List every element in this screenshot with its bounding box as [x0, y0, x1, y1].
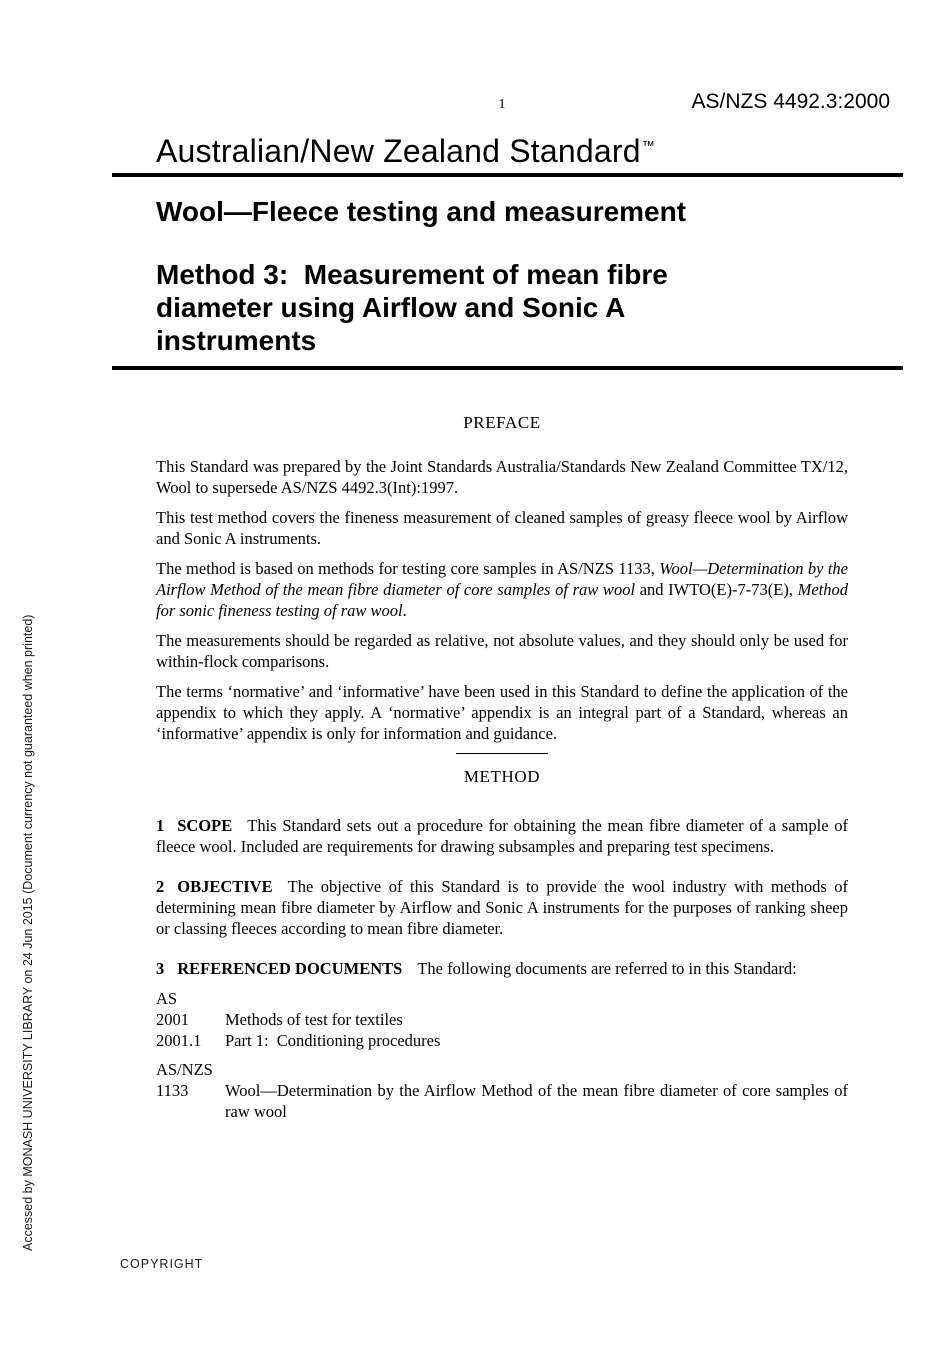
method-title: Method 3: Measurement of mean fibre diameter using Airflow and Sonic A instruments [156, 259, 676, 356]
reference-row [156, 1030, 848, 1051]
preface-method-divider [456, 753, 548, 754]
reference-code: 2001 [156, 1010, 189, 1029]
section-text: This Standard sets out a procedure for obtaining the mean fibre diameter of a sample of fleece wool. Included are requirements for drawing subsamples and preparing test specimens. [156, 816, 848, 856]
reference-group-as [156, 988, 848, 1051]
paragraph-segment: The method is based on methods for testing core samples in AS/NZS 1133, [156, 559, 660, 578]
section-title: OBJECTIVE [177, 877, 273, 896]
paragraph-segment: and IWTO(E)-7-73(E), [635, 580, 798, 599]
preface-paragraph-2: This test method covers the fineness measurement of cleaned samples of greasy fleece wool by Airflow and Sonic A instruments. [156, 508, 848, 548]
standard-code: AS/NZS 4492.3:2000 [691, 90, 890, 113]
preface-paragraph-3 [156, 558, 848, 621]
section-objective [156, 876, 848, 939]
library-access-note: Accessed by MONASH UNIVERSITY LIBRARY on 24 Jun 2015 (Document currency not guaranteed when printed) [21, 614, 35, 1251]
preface-paragraph-1: This Standard was prepared by the Joint Standards Australia/Standards New Zealand Committee TX/12, Wool to supersede AS/NZS 4492.3(Int):1997. [156, 457, 848, 497]
method-heading: METHOD [463, 767, 541, 786]
reference-code: 2001.1 [156, 1031, 202, 1050]
reference-group-label: AS [156, 989, 178, 1008]
reference-description: Wool—Determination by the Airflow Method of the mean fibre diameter of core samples of raw wool [225, 1081, 848, 1121]
referenced-title-italic: Method for sonic fineness testing of raw wool [156, 580, 848, 620]
referenced-title-italic: Wool—Determination by the Airflow Method of the mean fibre diameter of core samples of raw wool [156, 559, 848, 599]
section-number: 2 [156, 877, 165, 896]
title-rule [112, 366, 903, 370]
section-title: SCOPE [177, 816, 233, 835]
preface-paragraph-5: The terms ‘normative’ and ‘informative’ have been used in this Standard to define the application of the appendix to which they apply. A ‘normative’ appendix is an integral part of a Standard, whereas an ‘informative’ appendix is only for information and guidance. [156, 682, 848, 743]
copyright-label: COPYRIGHT [120, 1257, 204, 1271]
section-title: REFERENCED DOCUMENTS [177, 959, 403, 978]
section-number: 3 [156, 959, 165, 978]
section-text: The following documents are referred to in this Standard: [417, 959, 797, 978]
section-scope [156, 815, 848, 857]
reference-code: 1133 [156, 1081, 189, 1100]
section-number: 1 [156, 816, 165, 835]
section-text: The objective of this Standard is to provide the wool industry with methods of determining mean fibre diameter by Airflow and Sonic A instruments for the purposes of ranking sheep or classing fleeces according to mean fibre diameter. [156, 877, 848, 938]
reference-description: Part 1: Conditioning procedures [225, 1031, 441, 1050]
reference-row [156, 1080, 848, 1122]
reference-description: Methods of test for textiles [225, 1010, 403, 1029]
page-number: 1 [498, 97, 506, 112]
reference-row [156, 1009, 848, 1030]
brand-title [156, 133, 655, 170]
preface-heading: PREFACE [463, 413, 541, 432]
subject-title: Wool—Fleece testing and measurement [156, 196, 687, 227]
reference-group-asnzs [156, 1059, 848, 1122]
preface-paragraph-4: The measurements should be regarded as relative, not absolute values, and they should only be used for within-flock comparisons. [156, 631, 848, 671]
reference-group-label: AS/NZS [156, 1060, 213, 1079]
brand-title-text: Australian/New Zealand Standard [156, 133, 641, 169]
paragraph-segment: . [402, 601, 407, 620]
trademark-symbol: ™ [641, 138, 655, 154]
section-referenced-documents [156, 958, 848, 979]
main-text-column [156, 412, 848, 1122]
header-rule [112, 173, 903, 177]
